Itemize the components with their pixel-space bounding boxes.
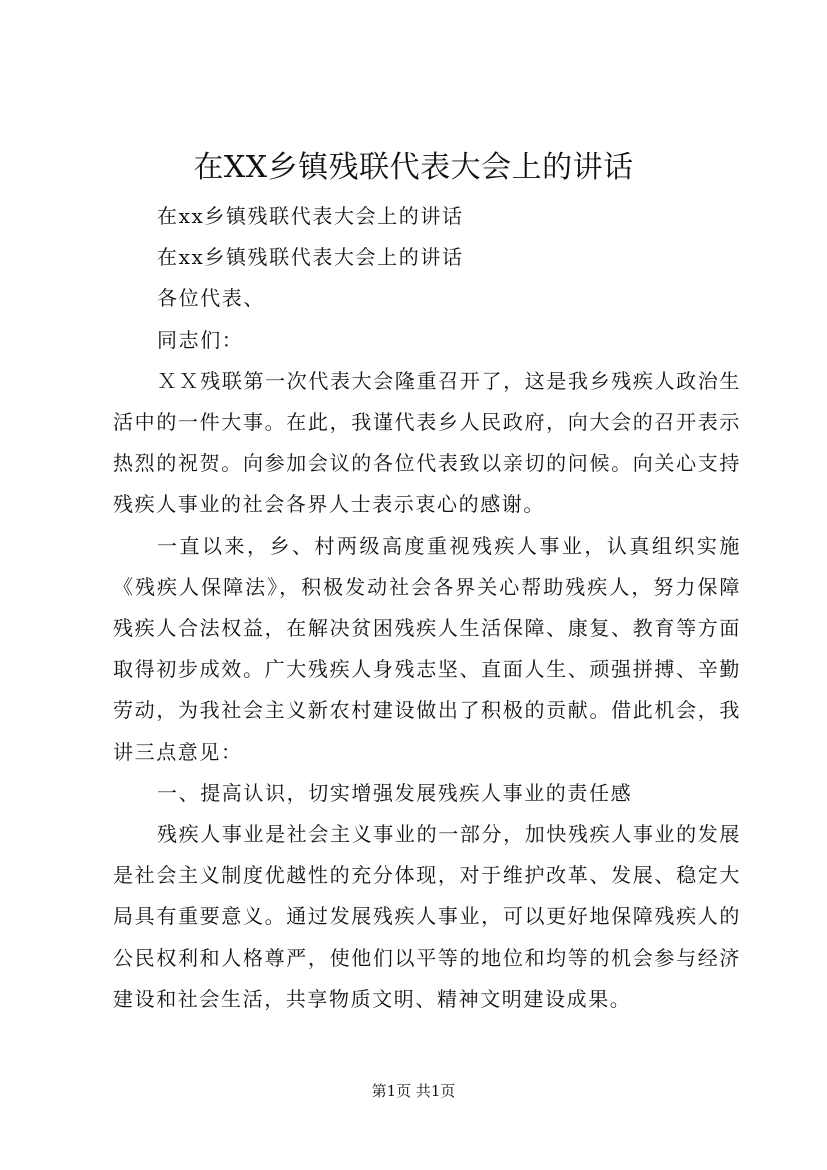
subtitle-line-1: 在xx乡镇残联代表大会上的讲话 — [157, 204, 464, 228]
subtitle-line-2: 在xx乡镇残联代表大会上的讲话 — [157, 245, 464, 270]
paragraph-opening: ＸＸ残联第一次代表大会隆重召开了，这是我乡残疾人政治生活中的一件大事。在此，我谨代表乡人民政府，向大会的召开表示热烈的祝贺。向参加会议的各位代表致以亲切的问候。向关心支持残疾人事业的社会各界人士表示衷心的感谢。 — [113, 368, 741, 517]
paragraph-achievements: 一直以来，乡、村两级高度重视残疾人事业，认真组织实施《残疾人保障法》，积极发动社会各界关心帮助残疾人，努力保障残疾人合法权益，在解决贫困残疾人生活保障、康复、教育等方面取得初步成效。广大残疾人身残志坚、直面人生、顽强拼搏、辛勤劳动，为我社会主义新农村建设做出了积极的贡献。借此机会，我讲三点意见： — [113, 533, 741, 764]
salutation-delegates: 各位代表、 — [157, 286, 265, 311]
page-title: 在XX乡镇残联代表大会上的讲话 — [193, 150, 634, 185]
section-heading-1: 一、提高认识，切实增强发展残疾人事业的责任感 — [157, 780, 633, 805]
paragraph-section-1: 残疾人事业是社会主义事业的一部分，加快残疾人事业的发展是社会主义制度优越性的充分体现，对于维护改革、发展、稳定大局具有重要意义。通过发展残疾人事业，可以更好地保障残疾人的公民权利和人格尊严，使他们以平等的地位和均等的机会参与经济建设和社会生活，共享物质文明、精神文明建设成果。 — [113, 822, 741, 1011]
salutation-comrades: 同志们： — [157, 327, 244, 352]
document-body — [113, 196, 741, 1020]
page-footer: 第1页 共1页 — [371, 1082, 456, 1100]
